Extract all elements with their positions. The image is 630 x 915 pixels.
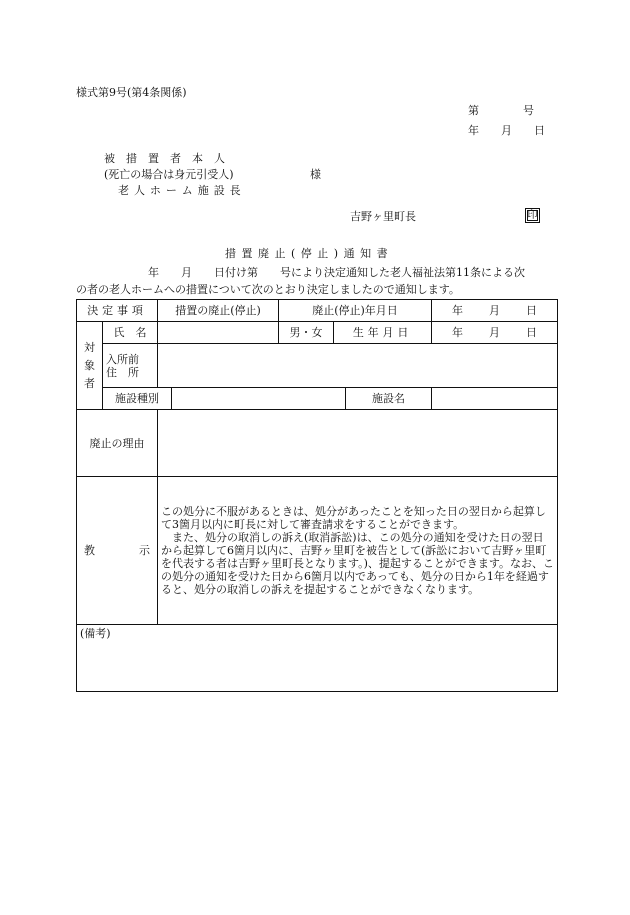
notice-text (158, 477, 558, 625)
gender-options: 男・女 (279, 322, 334, 344)
notice-label: 教 示 (77, 477, 158, 625)
addressee-honorific: 様 (310, 168, 321, 181)
form-number: 様式第9号(第4条関係) (76, 86, 187, 99)
address-value (158, 344, 558, 388)
facility-type-label: 施設種別 (103, 388, 172, 410)
birth-date-label: 生年月日 (334, 322, 432, 344)
decision-label: 決定事項 (77, 300, 158, 322)
facility-name-value (432, 388, 558, 410)
addressee-line-2: (死亡の場合は身元引受人) (104, 168, 234, 181)
notice-paragraph-2: また、処分の取消しの訴え(取消訴訟)は、この処分の通知を受けた日の翌日から起算して6箇月以内に、吉野ヶ里町を被告として(訴訟において吉野ヶ里町を代表する者は吉野ヶ里町長となります。)、提起することができます。なお、この処分の通知を受けた日から6箇月以内であっても、処分の日から1年を経過すると、処分の取消しの訴えを提起することができなくなります。 (161, 531, 555, 596)
reason-label: 廃止の理由 (77, 410, 158, 477)
decision-value: 措置の廃止(停止) (158, 300, 279, 322)
document-number-line: 第 号 (468, 104, 534, 117)
remarks-field (77, 625, 558, 692)
name-label: 氏 名 (103, 322, 158, 344)
addressee-line-3: 老人ホーム施設長 (118, 184, 246, 197)
addressee-line-1: 被 措 置 者 本 人 (104, 152, 225, 165)
notice-form-table (76, 299, 558, 692)
facility-name-label: 施設名 (346, 388, 432, 410)
intro-line-1: 年 月 日付け第 号により決定通知した老人福祉法第11条による次 (148, 266, 525, 279)
facility-type-value (172, 388, 346, 410)
birth-date-value: 年 月 日 (432, 322, 558, 344)
abolish-date-value: 年 月 日 (432, 300, 558, 322)
address-label: 入所前 住 所 (103, 344, 158, 388)
intro-line-2: の者の老人ホームへの措置について次のとおり決定しましたので通知します。 (76, 283, 460, 296)
abolish-date-label: 廃止(停止)年月日 (279, 300, 432, 322)
issue-date-line: 年 月 日 (468, 124, 545, 137)
reason-value (158, 410, 558, 477)
remarks-label: (備考) (80, 627, 111, 640)
name-value (158, 322, 279, 344)
issuer-name: 吉野ヶ里町長 (350, 210, 416, 223)
notice-paragraph-1: この処分に不服があるときは、処分があったことを知った日の翌日から起算して3箇月以内に町長に対して審査請求をすることができます。 (161, 505, 546, 531)
seal-mark: 印 (525, 208, 540, 223)
subject-label: 対 象 者 (77, 322, 103, 410)
document-title: 措置廃止(停止)通知書 (225, 247, 394, 260)
